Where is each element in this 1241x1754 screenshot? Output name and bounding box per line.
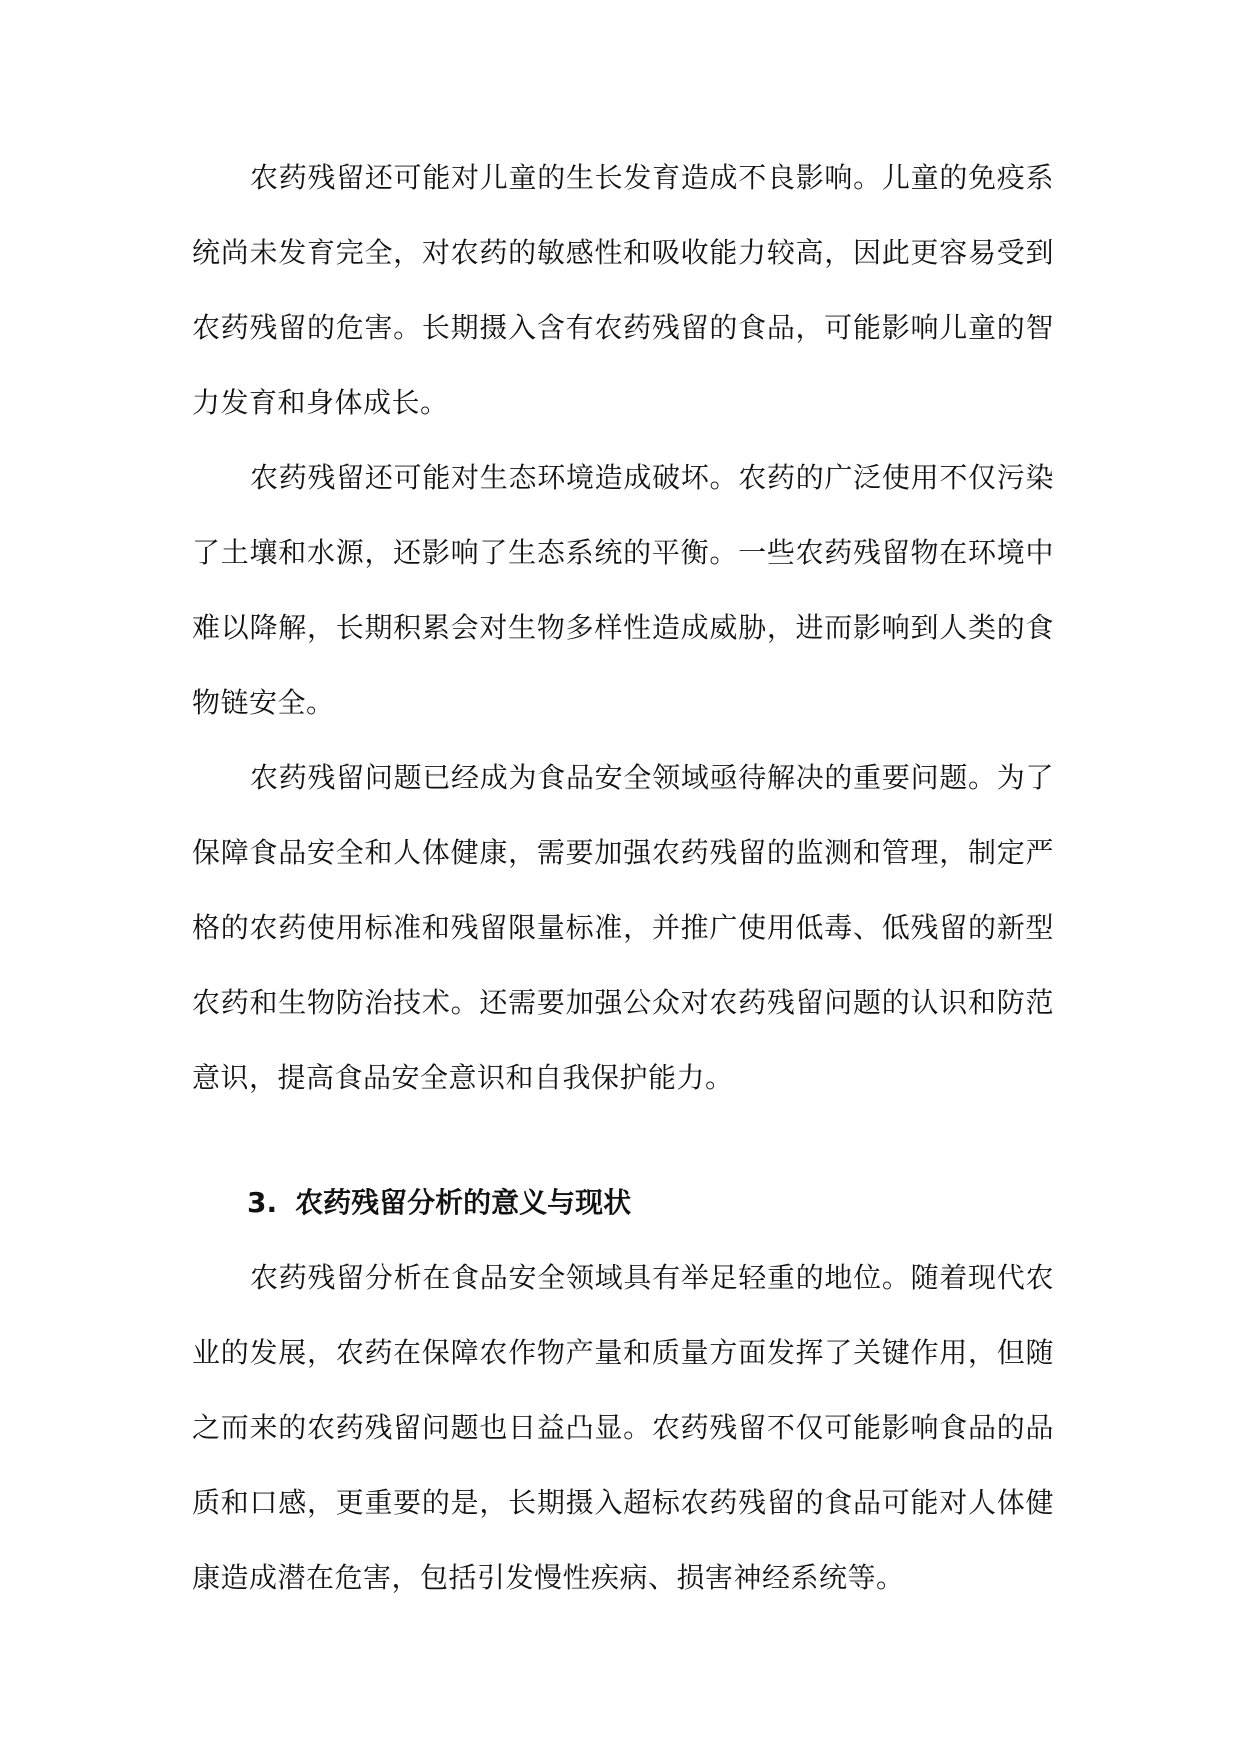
paragraph-analysis-significance: 农药残留分析在食品安全领域具有举足轻重的地位。随着现代农业的发展，农药在保障农作物产量和质量方面发挥了关键作用，但随之而来的农药残留问题也日益凸显。农药残留不仅可能影响食品的品质和口感，更重要的是，长期摄入超标农药残留的食品可能对人体健康造成潜在危害，包括引发慢性疾病、损害神经系统等。 [192, 1261, 1054, 1594]
section-title: 农药残留分析的意义与现状 [295, 1186, 632, 1219]
section-number: 3. [247, 1186, 278, 1219]
section-heading [192, 1165, 1054, 1240]
paragraph-food-safety-problem: 农药残留问题已经成为食品安全领域亟待解决的重要问题。为了保障食品安全和人体健康，需要加强农药残留的监测和管理，制定严格的农药使用标准和残留限量标准，并推广使用低毒、低残留的新型农药和生物防治技术。还需要加强公众对农药残留问题的认识和防范意识，提高食品安全意识和自我保护能力。 [192, 761, 1054, 1094]
paragraph-child-health: 农药残留还可能对儿童的生长发育造成不良影响。儿童的免疫系统尚未发育完全，对农药的敏感性和吸收能力较高，因此更容易受到农药残留的危害。长期摄入含有农药残留的食品，可能影响儿童的智力发育和身体成长。 [192, 161, 1054, 419]
paragraph-ecosystem: 农药残留还可能对生态环境造成破坏。农药的广泛使用不仅污染了土壤和水源，还影响了生态系统的平衡。一些农药残留物在环境中难以降解，长期积累会对生物多样性造成威胁，进而影响到人类的食物链安全。 [192, 461, 1054, 719]
document-body [192, 140, 1054, 1615]
